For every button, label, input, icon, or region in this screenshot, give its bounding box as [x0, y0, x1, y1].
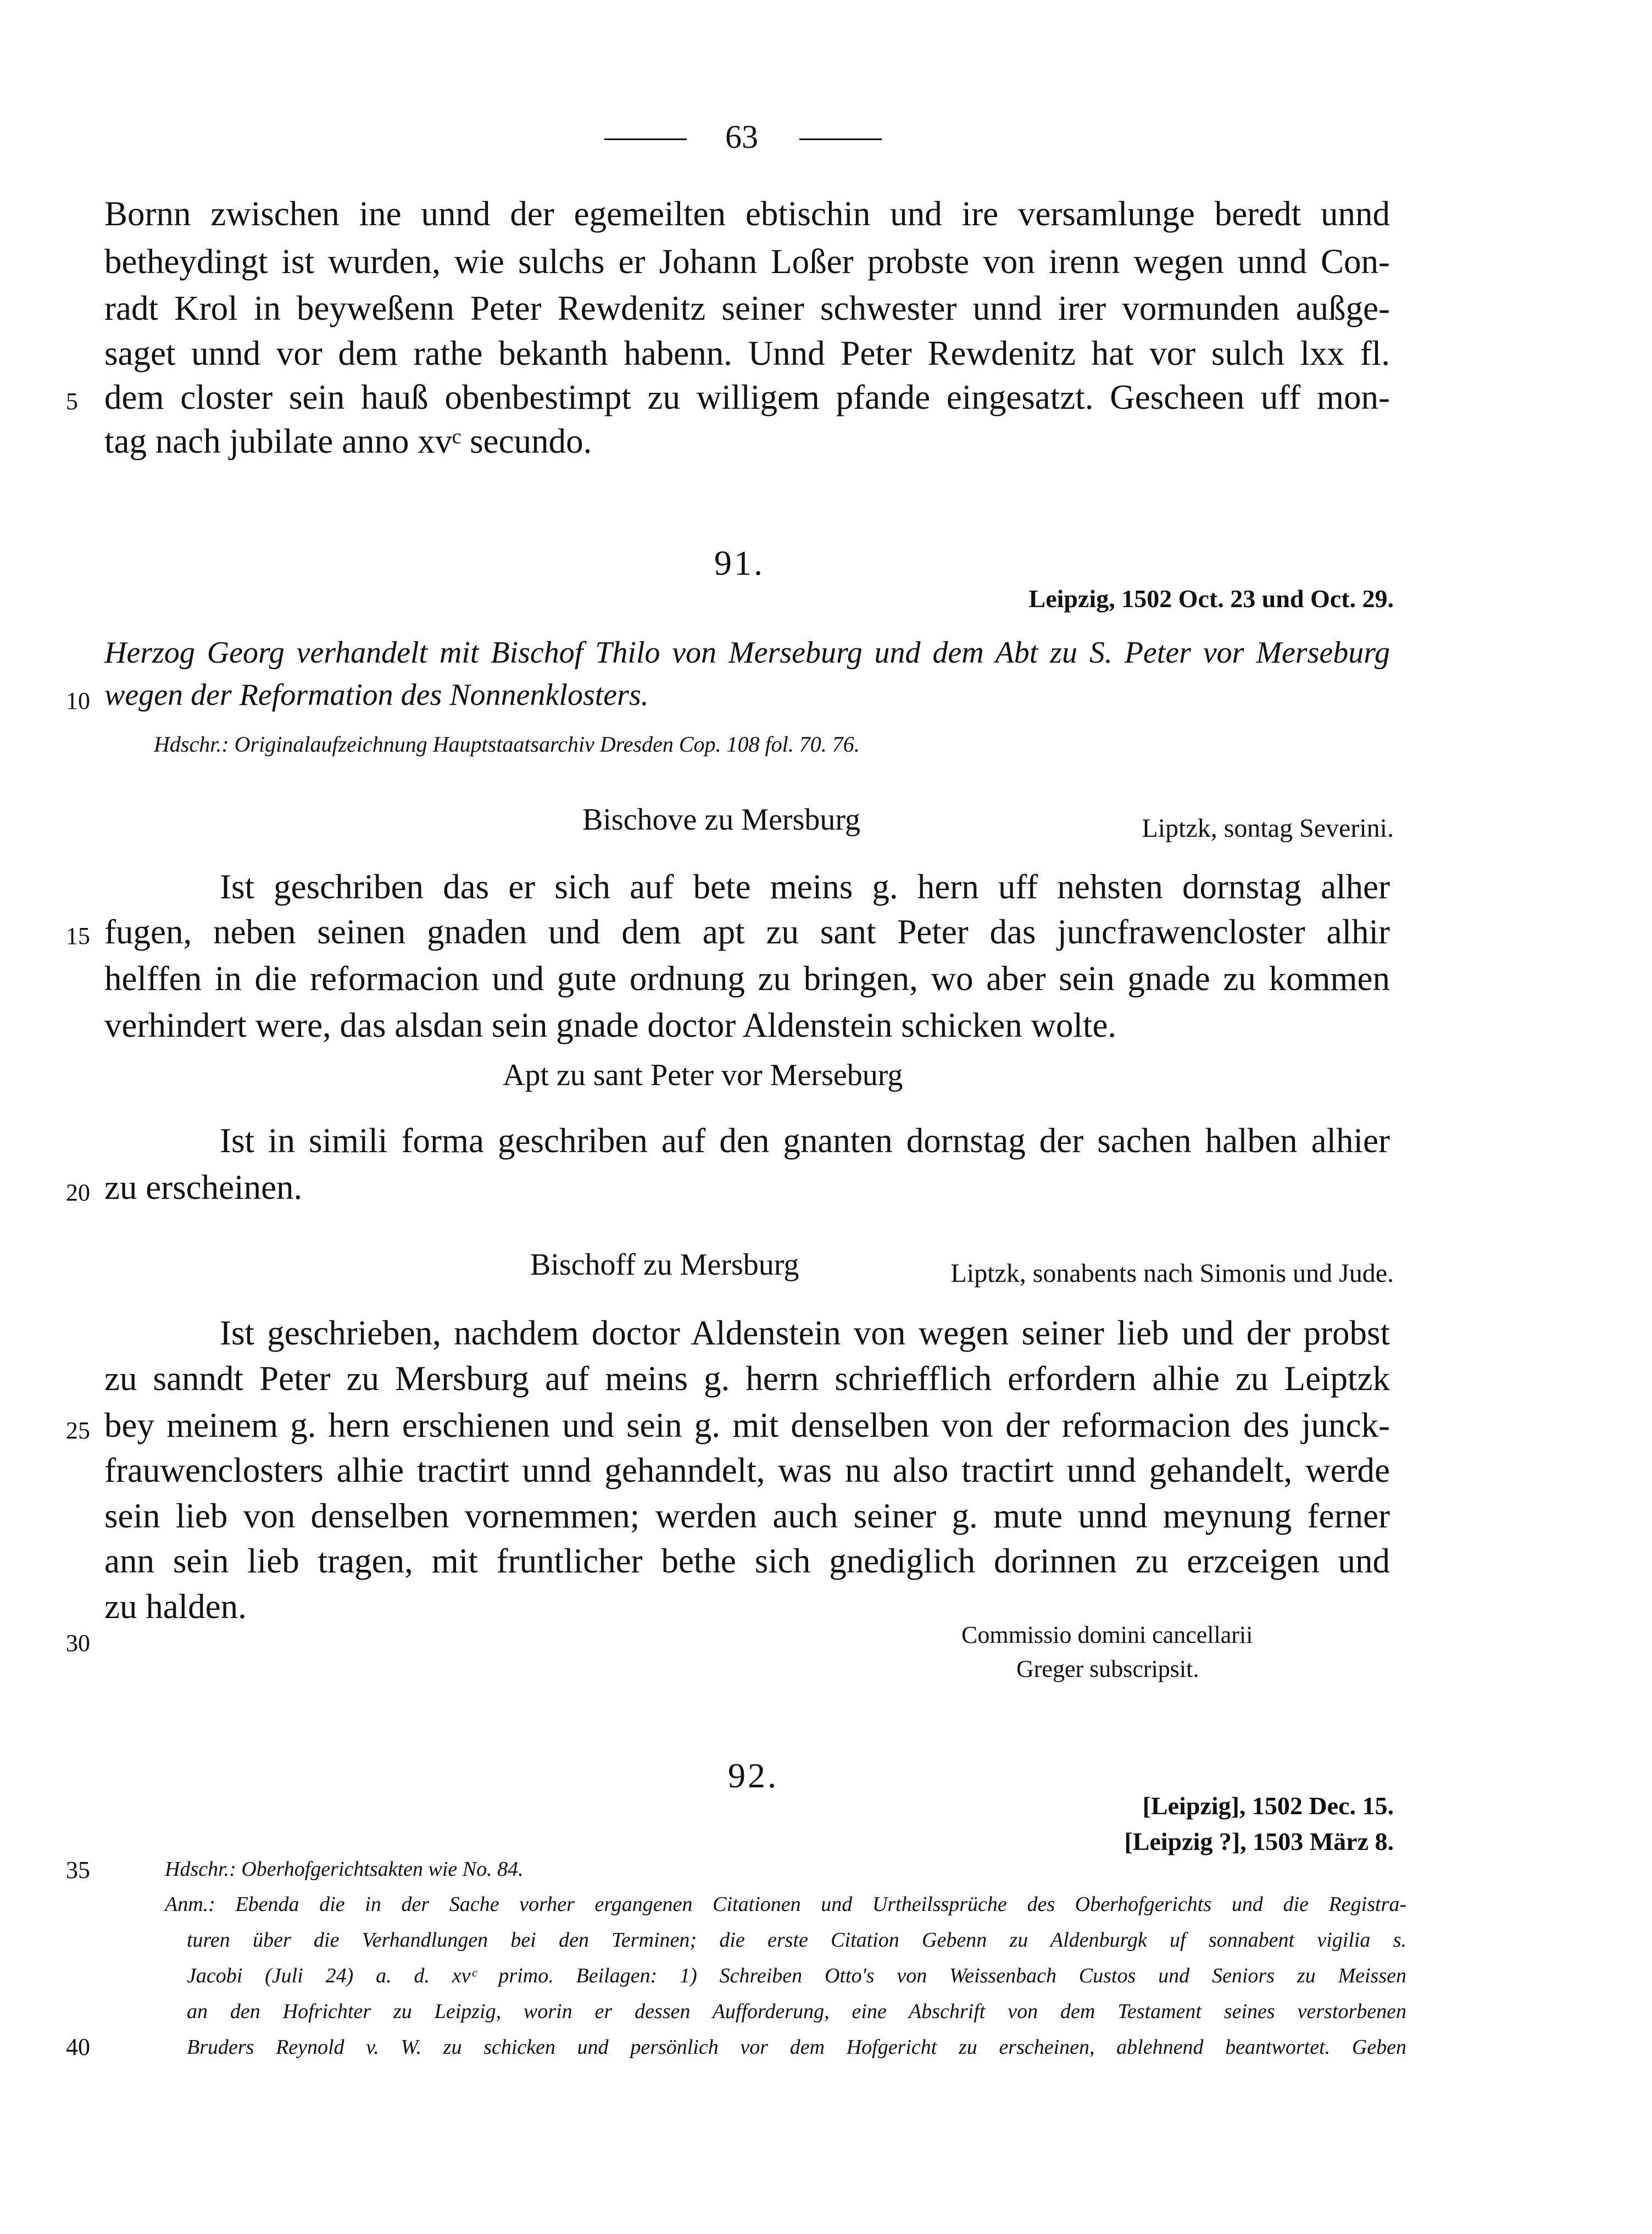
page-number: 63	[725, 119, 758, 155]
letter-place-3: Liptzk, sonabents nach Simonis und Jude.	[950, 1259, 1394, 1288]
header-rule-left	[604, 138, 687, 140]
para1-line: Ist geschriben das er sich auf bete meins g. hern uff nehsten dornstag alher	[220, 868, 1390, 906]
intro-line: radt Krol in beyweßenn Peter Rewdenitz seiner schwester unnd irer vormunden außge-	[104, 289, 1390, 327]
intro-line: betheydingt ist wurden, wie sulchs er Johann Loßer probste von irenn wegen unnd Con-	[104, 242, 1390, 281]
summary-line: wegen der Reformation des Nonnenklosters.	[104, 678, 649, 712]
line-number: 30	[66, 1630, 90, 1657]
document-date-91: Leipzig, 1502 Oct. 23 und Oct. 29.	[1028, 585, 1394, 613]
letter-place-1: Liptzk, sontag Severini.	[1142, 814, 1394, 843]
intro-line: Bornn zwischen ine unnd der egemeilten ebtischin und ire versamlunge beredt unnd	[104, 194, 1390, 233]
letter-heading-1: Bischove zu Mersburg	[582, 803, 860, 837]
para3-line: Ist geschrieben, nachdem doctor Aldenstein von wegen seiner lieb und der probst	[220, 1314, 1390, 1352]
para3-line: bey meinem g. hern erschienen und sein g. mit denselben von der reformacion des junck-	[104, 1406, 1390, 1444]
para2-line: zu erscheinen.	[104, 1168, 303, 1207]
para2-line: Ist in simili forma geschriben auf den gnanten dornstag der sachen halben alhier	[220, 1121, 1390, 1160]
para3-line: sein lieb von denselben vornemmen; werden auch seiner g. mute unnd meynung ferner	[104, 1497, 1390, 1535]
annotation-line: Jacobi (Juli 24) a. d. xvᶜ primo. Beilagen: 1) Schreiben Otto's von Weissenbach Custos und Seniors zu Meissen	[187, 1964, 1406, 1987]
document-number-92: 92.	[728, 1756, 778, 1795]
intro-line: tag nach jubilate anno xvᶜ secundo.	[104, 422, 592, 460]
letter-heading-2: Apt zu sant Peter vor Merseburg	[503, 1058, 903, 1092]
para3-line: zu halden.	[104, 1587, 247, 1626]
header-rule-right	[799, 138, 882, 140]
signature-line: Greger subscripsit.	[1016, 1655, 1199, 1682]
annotation-line: Anm.: Ebenda die in der Sache vorher ergangenen Citationen und Urtheilssprüche des Oberhofgerichts und die Registra-	[165, 1893, 1406, 1916]
para3-line: zu sanndt Peter zu Mersburg auf meins g. herrn schriefflich erfordern alhie zu Leiptzk	[104, 1359, 1390, 1398]
line-number: 35	[66, 1857, 90, 1883]
line-number: 25	[66, 1417, 90, 1444]
intro-line: dem closter sein hauß obenbestimpt zu willigem pfande eingesatzt. Gescheen uff mon-	[104, 378, 1390, 416]
letter-heading-3: Bischoff zu Mersburg	[530, 1248, 799, 1282]
para3-line: ann sein lieb tragen, mit fruntlicher bethe sich gnediglich dorinnen zu erzceigen und	[104, 1542, 1390, 1580]
annotation-line: an den Hofrichter zu Leipzig, worin er dessen Aufforderung, eine Abschrift von dem Testament seines verstorbenen	[187, 2000, 1406, 2023]
para1-line: verhindert were, das alsdan sein gnade doctor Aldenstein schicken wolte.	[104, 1006, 1117, 1044]
annotation-line: Bruders Reynold v. W. zu schicken und persönlich vor dem Hofgericht zu erscheinen, ablehnend beantwortet. Geben	[187, 2036, 1406, 2059]
summary-line: Herzog Georg verhandelt mit Bischof Thilo von Merseburg und dem Abt zu S. Peter vor Merseburg	[104, 636, 1390, 670]
para3-line: frauwenclosters alhie tractirt unnd gehanndelt, was nu also tractirt unnd gehandelt, werde	[104, 1451, 1390, 1490]
line-number: 5	[66, 388, 78, 415]
document-date-92-second: [Leipzig ?], 1503 März 8.	[1124, 1827, 1394, 1855]
line-number: 20	[66, 1179, 90, 1206]
line-number: 15	[66, 923, 90, 949]
document-date-92-first: [Leipzig], 1502 Dec. 15.	[1142, 1792, 1394, 1820]
intro-line: saget unnd vor dem rathe bekanth habenn. Unnd Peter Rewdenitz hat vor sulch lxx fl.	[104, 334, 1390, 373]
document-number-91: 91.	[714, 543, 765, 582]
signature-line: Commissio domini cancellarii	[961, 1621, 1253, 1648]
source-note-92: Hdschr.: Oberhofgerichtsakten wie No. 84.	[165, 1858, 524, 1881]
annotation-line: turen über die Verhandlungen bei den Terminen; die erste Citation Gebenn zu Aldenburgk uf sonnabent vigilia s.	[187, 1929, 1406, 1952]
line-number: 40	[66, 2033, 90, 2060]
para1-line: helffen in die reformacion und gute ordnung zu bringen, wo aber sein gnade zu kommen	[104, 959, 1390, 998]
line-number: 10	[66, 687, 90, 714]
source-note-91: Hdschr.: Originalaufzeichnung Hauptstaatsarchiv Dresden Cop. 108 fol. 70. 76.	[154, 732, 860, 757]
para1-line: fugen, neben seinen gnaden und dem apt zu sant Peter das juncfrawencloster alhir	[104, 913, 1390, 951]
